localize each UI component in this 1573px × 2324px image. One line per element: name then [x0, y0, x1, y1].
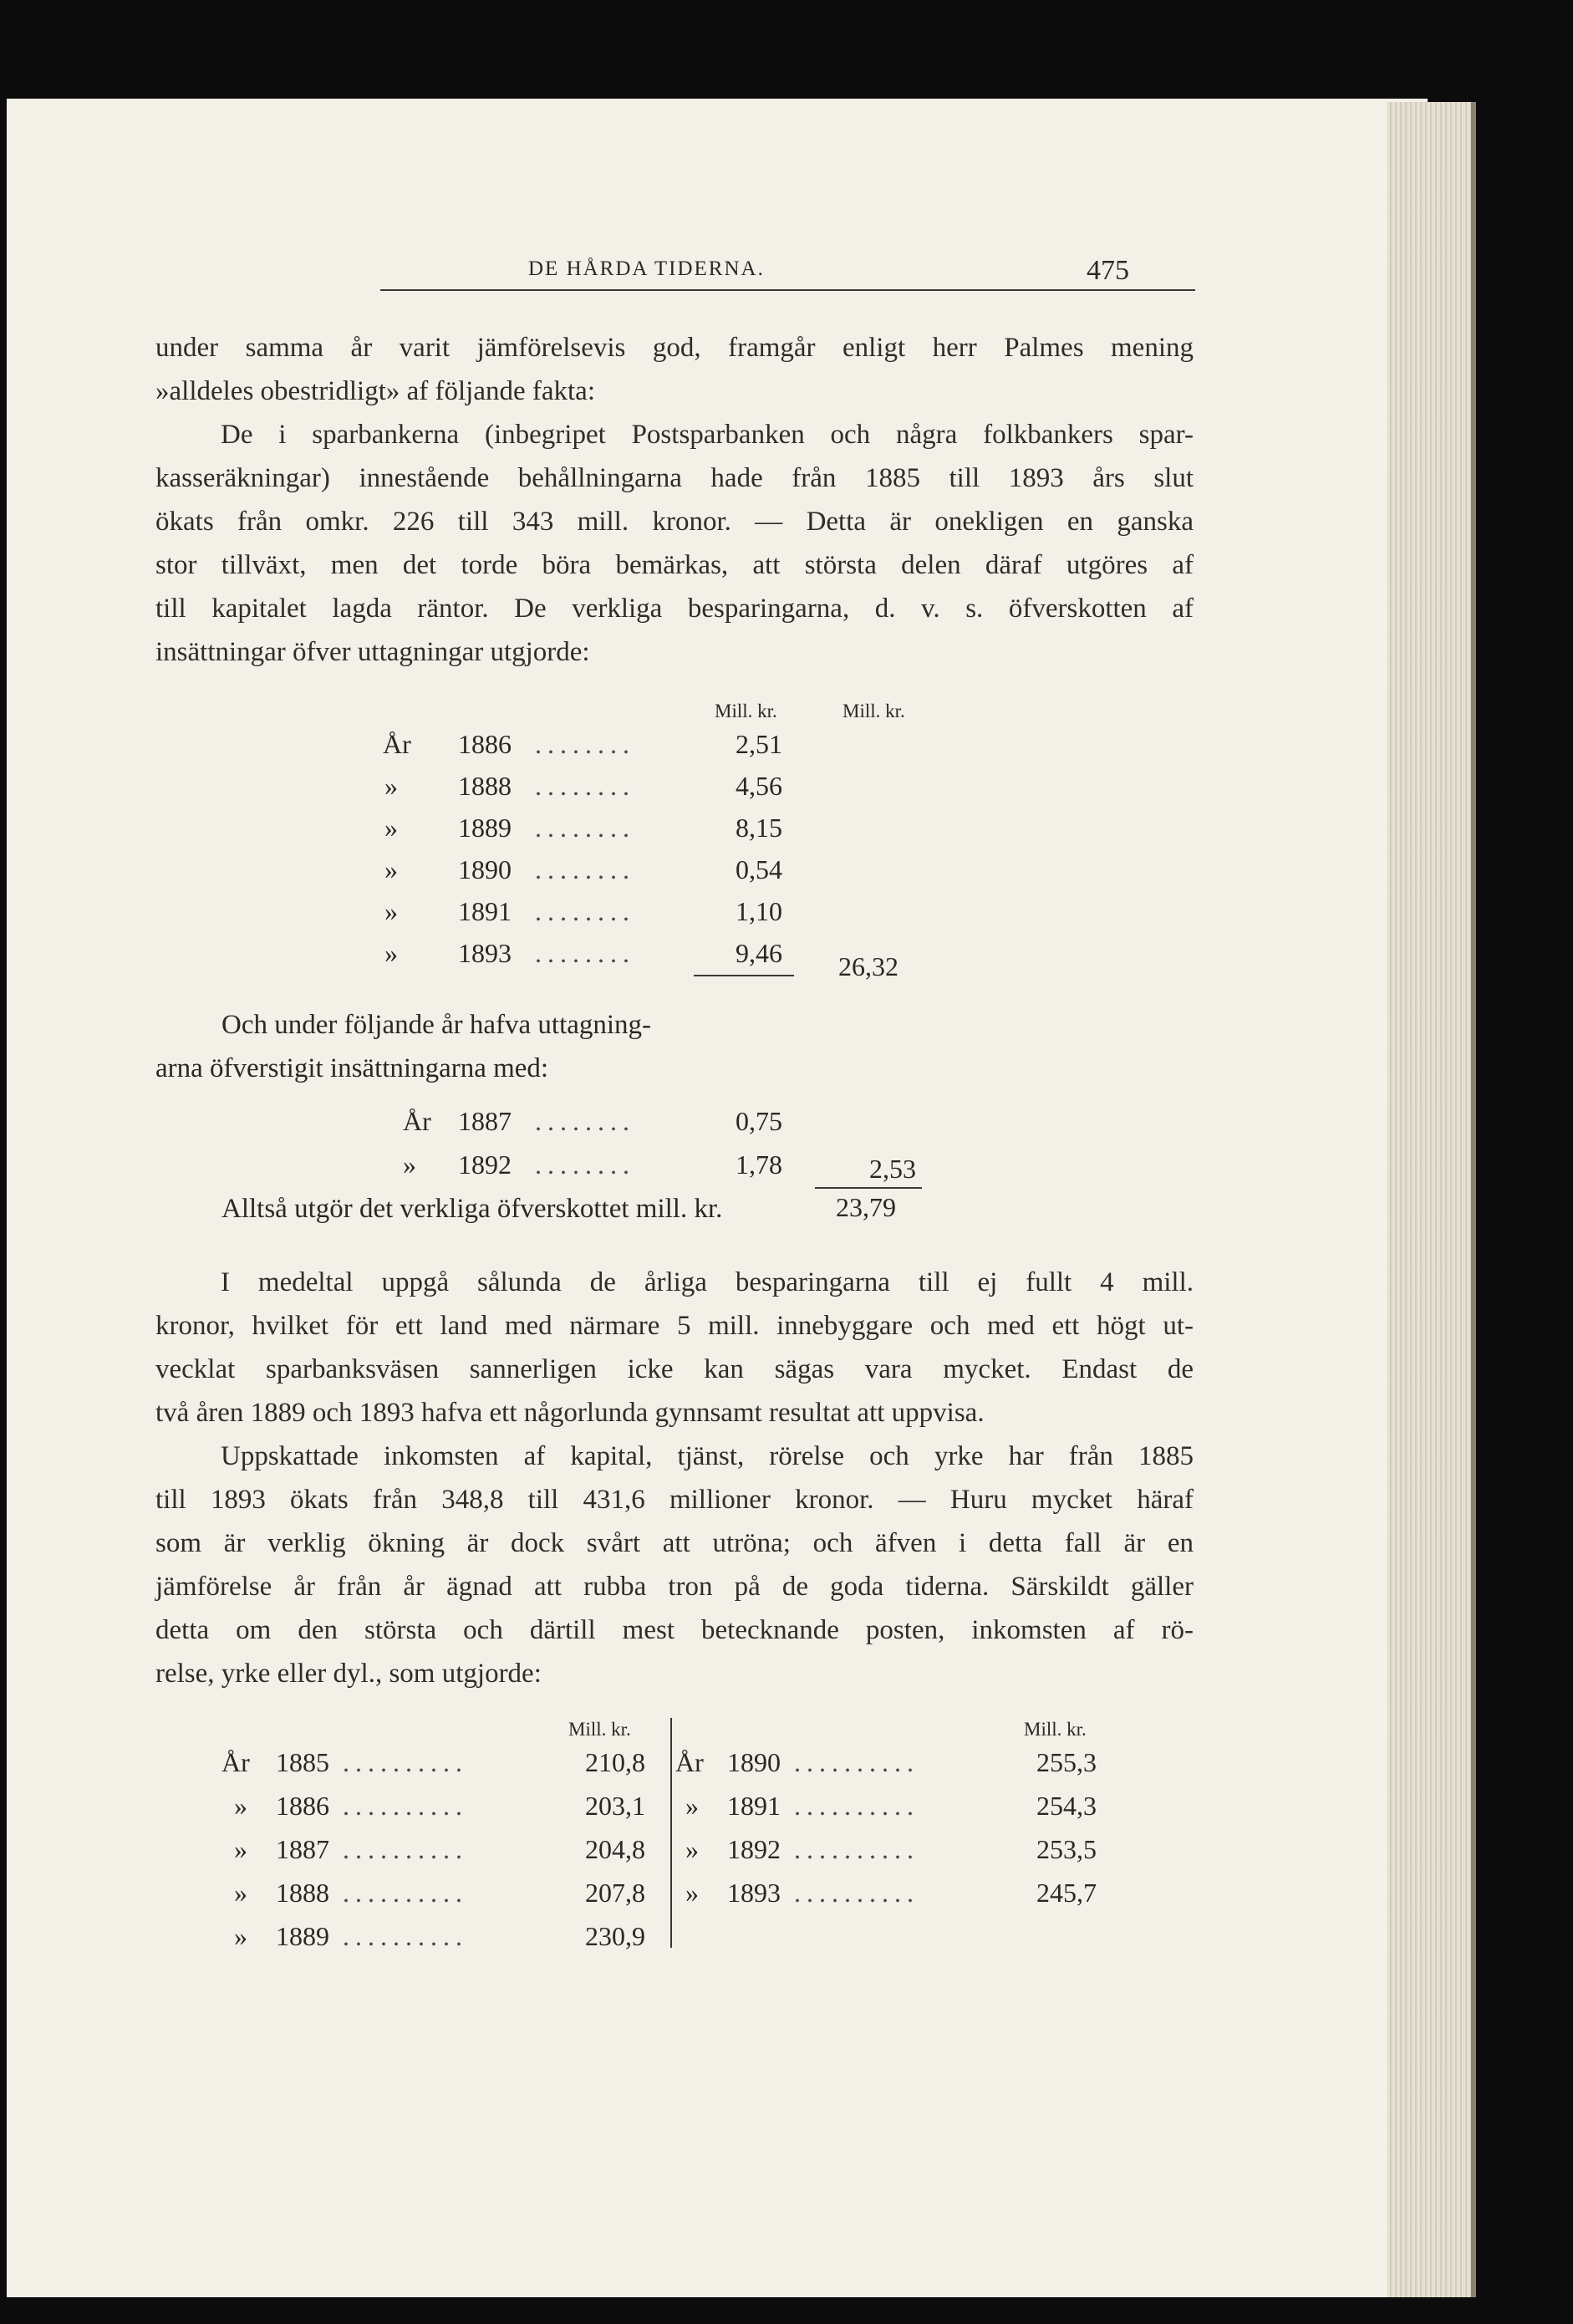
row-value: 255,3	[1036, 1747, 1097, 1777]
row-year: 1887	[458, 1106, 512, 1136]
row-value: 253,5	[1036, 1834, 1097, 1864]
row-prefix: »	[384, 896, 398, 926]
row-year: 1891	[458, 896, 512, 926]
row-value: 254,3	[1036, 1791, 1097, 1821]
row-year: 1886	[458, 729, 512, 759]
dot-leader: ........	[535, 1149, 635, 1180]
running-header-title: DE HÅRDA TIDERNA.	[528, 257, 765, 280]
sum-rule	[815, 1187, 922, 1189]
row-value: 210,8	[585, 1747, 645, 1777]
row-value: 9,46	[736, 938, 782, 968]
body-line: som är verklig ökning är dock svårt att utröna; och äfven i detta fall är en	[155, 1528, 1194, 1558]
row-prefix: »	[234, 1921, 247, 1951]
body-line: »alldeles obestridligt» af följande fakta:	[155, 376, 595, 406]
row-prefix: »	[234, 1834, 247, 1864]
dot-leader: ..........	[343, 1878, 468, 1908]
row-year: 1886	[276, 1791, 329, 1821]
row-value: 1,10	[736, 896, 782, 926]
summary-value: 23,79	[836, 1192, 896, 1222]
row-year: 1888	[276, 1878, 329, 1908]
row-value: 0,75	[736, 1106, 782, 1136]
dot-leader: ..........	[343, 1834, 468, 1864]
row-prefix: År	[403, 1106, 431, 1136]
row-year: 1893	[458, 938, 512, 968]
dot-leader: ........	[535, 854, 635, 884]
dot-leader: ..........	[343, 1791, 468, 1821]
row-value: 230,9	[585, 1921, 645, 1951]
header-rule	[380, 289, 1195, 291]
row-prefix: »	[403, 1149, 416, 1180]
row-year: 1888	[458, 771, 512, 801]
body-line: till 1893 ökats från 348,8 till 431,6 millioner kronor. — Huru mycket häraf	[155, 1485, 1194, 1515]
dot-leader: ........	[535, 1106, 635, 1136]
row-year: 1889	[276, 1921, 329, 1951]
row-prefix: »	[234, 1878, 247, 1908]
body-line: kronor, hvilket för ett land med närmare 5 mill. innebyggare och med ett högt ut-	[155, 1311, 1194, 1341]
row-value: 203,1	[585, 1791, 645, 1821]
row-value: 204,8	[585, 1834, 645, 1864]
row-prefix: »	[685, 1878, 699, 1908]
dot-leader: ........	[535, 938, 635, 968]
dot-leader: ..........	[343, 1747, 468, 1777]
row-prefix: »	[384, 813, 398, 843]
dot-leader: ..........	[343, 1921, 468, 1951]
row-year: 1889	[458, 813, 512, 843]
row-value: 207,8	[585, 1878, 645, 1908]
row-year: 1892	[727, 1834, 781, 1864]
row-prefix: »	[685, 1791, 699, 1821]
body-line: Uppskattade inkomsten af kapital, tjänst, rörelse och yrke har från 1885	[221, 1441, 1194, 1471]
table1-unit-header: Mill. kr.	[715, 701, 777, 721]
body-line: detta om den största och därtill mest betecknande posten, inkomsten af rö-	[155, 1615, 1194, 1645]
body-line: Och under följande år hafva uttagning-	[221, 1010, 652, 1040]
body-line: insättningar öfver uttagningar utgjorde:	[155, 637, 590, 667]
body-line: De i sparbankerna (inbegripet Postsparbanken och några folkbankers spar-	[221, 420, 1194, 450]
body-line: ökats från omkr. 226 till 343 mill. kronor. — Detta är onekligen en ganska	[155, 507, 1194, 537]
row-prefix: »	[685, 1834, 699, 1864]
body-line: under samma år varit jämförelsevis god, framgår enligt herr Palmes mening	[155, 333, 1194, 363]
row-year: 1890	[727, 1747, 781, 1777]
row-prefix: År	[221, 1747, 250, 1777]
dot-leader: ........	[535, 813, 635, 843]
dot-leader: ..........	[794, 1791, 919, 1821]
row-value: 0,54	[736, 854, 782, 884]
page-number: 475	[1087, 255, 1129, 286]
table2-total: 2,53	[869, 1154, 916, 1184]
row-prefix: »	[234, 1791, 247, 1821]
row-value: 1,78	[736, 1149, 782, 1180]
row-prefix: År	[383, 729, 411, 759]
row-prefix: »	[384, 771, 398, 801]
table3-unit-header: Mill. kr.	[1024, 1719, 1087, 1740]
table3-column-divider	[670, 1718, 672, 1948]
dot-leader: ........	[535, 771, 635, 801]
row-value: 8,15	[736, 813, 782, 843]
body-line: relse, yrke eller dyl., som utgjorde:	[155, 1659, 542, 1689]
body-line: arna öfverstigit insättningarna med:	[155, 1053, 549, 1083]
row-value: 2,51	[736, 729, 782, 759]
body-line: vecklat sparbanksväsen sannerligen icke kan sägas vara mycket. Endast de	[155, 1354, 1194, 1384]
row-value: 245,7	[1036, 1878, 1097, 1908]
body-line: I medeltal uppgå sålunda de årliga besparingarna till ej fullt 4 mill.	[221, 1267, 1194, 1297]
dot-leader: ........	[535, 896, 635, 926]
summary-text: Alltså utgör det verkliga öfverskottet mill. kr.	[221, 1194, 723, 1224]
row-year: 1887	[276, 1834, 329, 1864]
body-line: två åren 1889 och 1893 hafva ett någorlunda gynnsamt resultat att uppvisa.	[155, 1398, 985, 1428]
row-year: 1893	[727, 1878, 781, 1908]
row-year: 1885	[276, 1747, 329, 1777]
dot-leader: ........	[535, 729, 635, 759]
table3-unit-header: Mill. kr.	[568, 1719, 631, 1740]
body-line: jämförelse år från år ägnad att rubba tron på de goda tiderna. Särskildt gäller	[155, 1572, 1194, 1602]
dot-leader: ..........	[794, 1878, 919, 1908]
body-line: kasseräkningar) innestående behållningarna hade från 1885 till 1893 års slut	[155, 463, 1194, 493]
table1-total: 26,32	[838, 951, 898, 981]
row-year: 1890	[458, 854, 512, 884]
table1-unit-header: Mill. kr.	[842, 701, 905, 721]
dot-leader: ..........	[794, 1834, 919, 1864]
body-line: stor tillväxt, men det torde böra bemärkas, att största delen däraf utgöres af	[155, 550, 1194, 580]
row-prefix: År	[675, 1747, 704, 1777]
dot-leader: ..........	[794, 1747, 919, 1777]
row-prefix: »	[384, 854, 398, 884]
sum-rule	[694, 975, 794, 976]
row-year: 1891	[727, 1791, 781, 1821]
row-prefix: »	[384, 938, 398, 968]
row-value: 4,56	[736, 771, 782, 801]
row-year: 1892	[458, 1149, 512, 1180]
body-line: till kapitalet lagda räntor. De verkliga besparingarna, d. v. s. öfverskotten af	[155, 594, 1194, 624]
